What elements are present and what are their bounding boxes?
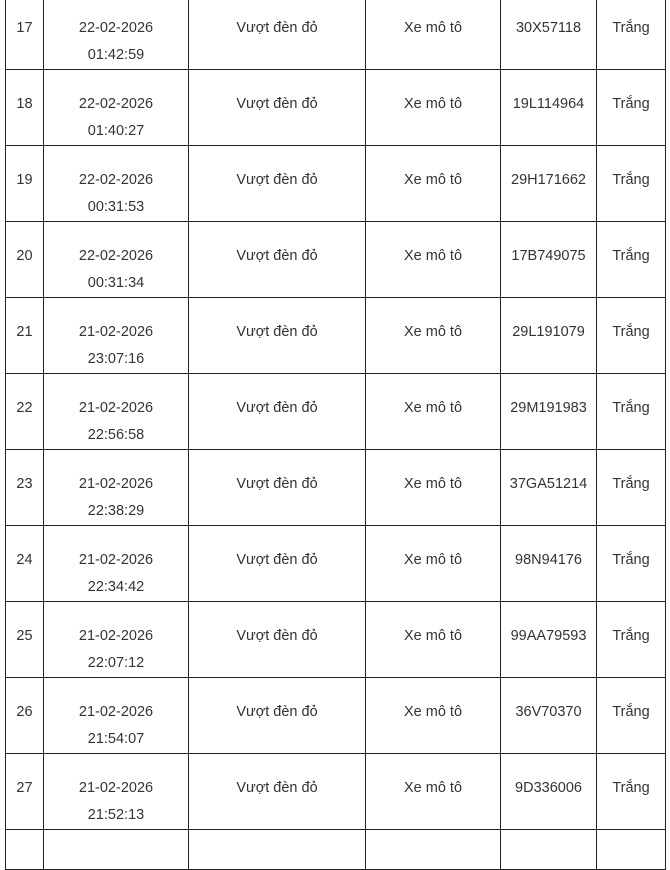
row-number: 18 [16,96,33,112]
row-number: 27 [16,780,33,796]
timestamp-cell [44,602,189,678]
violation-time: 01:42:59 [87,47,145,63]
plate-color: Trắng [612,172,650,188]
violation-date: 22-02-2026 [78,248,154,264]
violation-date: 21-02-2026 [78,780,154,796]
table-row [6,602,666,678]
vehicle-type-cell [366,450,501,526]
violation-type: Vượt đèn đỏ [236,96,318,112]
row-number: 21 [16,324,33,340]
plate-color-cell [597,678,666,754]
plate-color-cell [597,298,666,374]
empty-cell [189,830,366,870]
plate-color: Trắng [612,400,650,416]
violation-date: 21-02-2026 [78,704,154,720]
vehicle-type-cell [366,70,501,146]
row-number-cell [6,146,44,222]
vehicle-type: Xe mô tô [403,780,463,796]
table-row [6,222,666,298]
plate-color-cell [597,146,666,222]
violation-date: 21-02-2026 [78,628,154,644]
table-row [6,678,666,754]
plate-color: Trắng [612,780,650,796]
violation-time: 22:56:58 [87,427,145,443]
violation-type-cell [189,450,366,526]
row-number-cell [6,754,44,830]
table-row [6,526,666,602]
license-plate-cell [501,602,597,678]
table-row [6,298,666,374]
timestamp-cell [44,450,189,526]
violation-type: Vượt đèn đỏ [236,476,318,492]
timestamp-cell [44,374,189,450]
license-plate: 29M191983 [510,400,587,416]
row-number-cell [6,678,44,754]
license-plate: 29L191079 [512,324,585,340]
table-row [6,70,666,146]
violations-table-container [5,0,666,870]
violation-time: 00:31:53 [87,199,145,215]
vehicle-type-cell [366,0,501,70]
license-plate: 17B749075 [511,248,586,264]
violation-date: 22-02-2026 [78,96,154,112]
vehicle-type: Xe mô tô [403,704,463,720]
table-row [6,0,666,70]
license-plate: 98N94176 [515,552,582,568]
violations-table-body [6,0,666,870]
violation-type: Vượt đèn đỏ [236,552,318,568]
violation-type-cell [189,146,366,222]
violation-type-cell [189,0,366,70]
row-number-cell [6,70,44,146]
license-plate-cell [501,0,597,70]
violation-date: 21-02-2026 [78,476,154,492]
violation-time: 22:38:29 [87,503,145,519]
row-number-cell [6,0,44,70]
plate-color: Trắng [612,704,650,720]
row-number-cell [6,298,44,374]
license-plate-cell [501,374,597,450]
vehicle-type: Xe mô tô [403,552,463,568]
license-plate-cell [501,526,597,602]
violation-time: 21:52:13 [87,807,145,823]
row-number-cell [6,526,44,602]
plate-color: Trắng [612,476,650,492]
vehicle-type: Xe mô tô [403,248,463,264]
vehicle-type: Xe mô tô [403,400,463,416]
row-number-cell [6,222,44,298]
violation-time: 21:54:07 [87,731,145,747]
license-plate-cell [501,222,597,298]
plate-color: Trắng [612,96,650,112]
timestamp-cell [44,146,189,222]
row-number-cell [6,450,44,526]
row-number: 17 [16,20,33,36]
violation-date: 21-02-2026 [78,324,154,340]
empty-cell [6,830,44,870]
row-number-cell [6,374,44,450]
table-row [6,374,666,450]
timestamp-cell [44,678,189,754]
row-number: 22 [16,400,33,416]
plate-color: Trắng [612,552,650,568]
violation-time: 00:31:34 [87,275,145,291]
table-row [6,450,666,526]
plate-color: Trắng [612,628,650,644]
vehicle-type-cell [366,298,501,374]
violation-time: 22:07:12 [87,655,145,671]
license-plate: 29H171662 [511,172,586,188]
plate-color: Trắng [612,20,650,36]
violation-time: 22:34:42 [87,579,145,595]
vehicle-type: Xe mô tô [403,628,463,644]
row-number: 19 [16,172,33,188]
timestamp-cell [44,298,189,374]
plate-color-cell [597,602,666,678]
table-row [6,146,666,222]
violation-type-cell [189,526,366,602]
plate-color-cell [597,0,666,70]
violation-type-cell [189,754,366,830]
license-plate-cell [501,70,597,146]
violation-type: Vượt đèn đỏ [236,704,318,720]
timestamp-cell [44,0,189,70]
vehicle-type: Xe mô tô [403,324,463,340]
empty-cell [366,830,501,870]
plate-color-cell [597,754,666,830]
violation-type-cell [189,70,366,146]
timestamp-cell [44,754,189,830]
license-plate: 30X57118 [515,20,582,36]
table-row [6,754,666,830]
timestamp-cell [44,222,189,298]
violation-date: 22-02-2026 [78,20,154,36]
row-number-cell [6,602,44,678]
license-plate: 37GA51214 [509,476,588,492]
vehicle-type-cell [366,374,501,450]
vehicle-type: Xe mô tô [403,172,463,188]
vehicle-type: Xe mô tô [403,96,463,112]
violation-date: 22-02-2026 [78,172,154,188]
row-number: 20 [16,248,33,264]
plate-color-cell [597,222,666,298]
license-plate-cell [501,450,597,526]
vehicle-type-cell [366,526,501,602]
violation-date: 21-02-2026 [78,400,154,416]
row-number: 24 [16,552,33,568]
empty-cell [597,830,666,870]
violation-type-cell [189,374,366,450]
row-number: 25 [16,628,33,644]
plate-color: Trắng [612,324,650,340]
violation-time: 23:07:16 [87,351,145,367]
violation-type-cell [189,678,366,754]
vehicle-type-cell [366,222,501,298]
empty-cell [44,830,189,870]
plate-color-cell [597,526,666,602]
empty-cell [501,830,597,870]
violation-type-cell [189,222,366,298]
violation-time: 01:40:27 [87,123,145,139]
timestamp-cell [44,70,189,146]
plate-color: Trắng [612,248,650,264]
vehicle-type-cell [366,146,501,222]
violation-type-cell [189,298,366,374]
violation-type: Vượt đèn đỏ [236,324,318,340]
violation-type: Vượt đèn đỏ [236,400,318,416]
vehicle-type-cell [366,602,501,678]
vehicle-type: Xe mô tô [403,476,463,492]
plate-color-cell [597,374,666,450]
violation-date: 21-02-2026 [78,552,154,568]
plate-color-cell [597,450,666,526]
vehicle-type-cell [366,754,501,830]
row-number: 26 [16,704,33,720]
license-plate: 36V70370 [515,704,582,720]
license-plate-cell [501,678,597,754]
row-number: 23 [16,476,33,492]
violation-type-cell [189,602,366,678]
license-plate: 99AA79593 [510,628,587,644]
license-plate-cell [501,754,597,830]
table-row-partial [6,830,666,870]
vehicle-type-cell [366,678,501,754]
license-plate: 19L114964 [512,96,585,112]
plate-color-cell [597,70,666,146]
license-plate-cell [501,146,597,222]
timestamp-cell [44,526,189,602]
violation-type: Vượt đèn đỏ [236,780,318,796]
license-plate: 9D336006 [515,780,582,796]
violations-table [5,0,666,870]
violation-type: Vượt đèn đỏ [236,628,318,644]
license-plate-cell [501,298,597,374]
violation-type: Vượt đèn đỏ [236,248,318,264]
violation-type: Vượt đèn đỏ [236,20,318,36]
violation-type: Vượt đèn đỏ [236,172,318,188]
vehicle-type: Xe mô tô [403,20,463,36]
